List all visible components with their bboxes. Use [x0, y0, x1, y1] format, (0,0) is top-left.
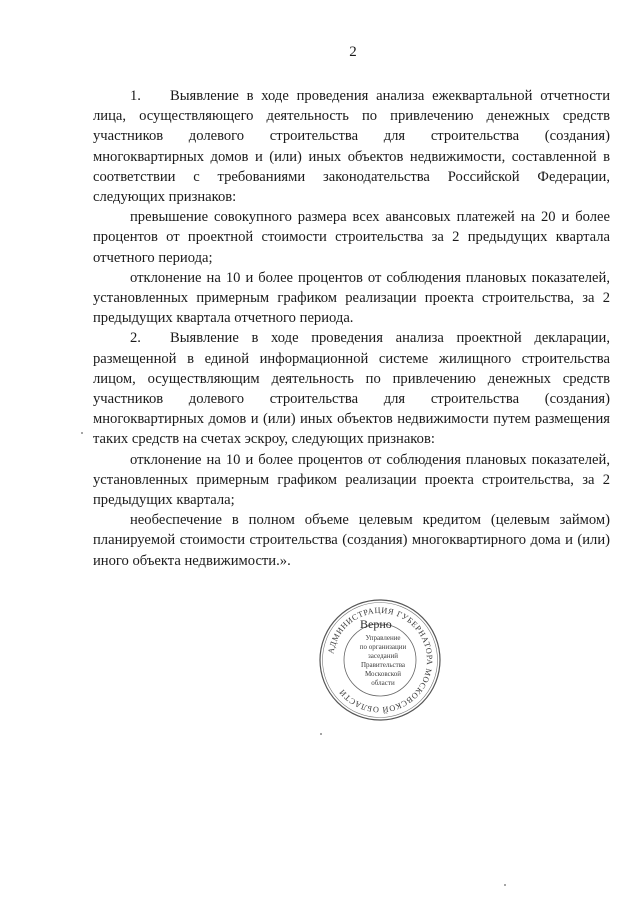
stamp-line: по организации [359, 643, 407, 651]
paragraph-2-item-1: отклонение на 10 и более процентов от соблюдения плановых показателей, установленных примерным графиком реализации проекта строительства, за 2 предыдущих квартала; [93, 451, 610, 509]
paragraph-2 [93, 328, 610, 449]
paragraph-number: 1. [130, 88, 141, 104]
stamp-line: Московской [364, 670, 402, 678]
paragraph-1-item-2: отклонение на 10 и более процентов от соблюдения плановых показателей, установленных примерным графиком реализации проекта строительства, за 2 предыдущих квартала отчетного периода. [93, 269, 610, 327]
paragraph-1 [93, 86, 610, 207]
document-body [93, 86, 610, 571]
scan-speck [320, 733, 322, 735]
verified-mark: Верно [360, 617, 392, 631]
scan-speck [81, 432, 83, 434]
stamp-line: области [371, 679, 395, 687]
paragraph-1-item-1: превышение совокупного размера всех авансовых платежей на 20 и более процентов от проектной стоимости строительства за 2 предыдущих квартала отчетного периода; [93, 209, 610, 266]
stamp-line: Управление [365, 634, 401, 642]
paragraph-2-item-2: необеспечение в полном объеме целевым кредитом (целевым займом) планируемой стоимости строительства (создания) многоквартирного дома и (или) иного объекта недвижимости.». [93, 512, 610, 569]
scan-speck [504, 884, 506, 886]
stamp-ring-text: АДМИНИСТРАЦИЯ ГУБЕРНАТОРА МОСКОВСКОЙ ОБЛАСТИ [326, 605, 435, 715]
paragraph-text: Выявление в ходе проведения анализа проектной декларации, размещенной в единой информационной системе жилищного строительства лицом, осуществляющим деятельность по привлечению денежных средств участников долевого строительства для строительства (создания) многоквартирных домов и (или) иных объектов недвижимости путем размещения таких средств на счетах эскроу, следующих признаков: [93, 330, 610, 448]
paragraph-number: 2. [130, 330, 141, 347]
stamp-line: заседаний [368, 652, 398, 660]
stamp-inner-text [356, 634, 410, 688]
page-number: 2 [349, 44, 357, 60]
paragraph-text: Выявление в ходе проведения анализа ежеквартальной отчетности лица, осуществляющего деятельность по привлечению денежных средств участников долевого строительства для строительства (создания) многоквартирных домов и (или) иных объектов недвижимости, составленной в соответствии с требованиями законодательства Российской Федерации, следующих признаков: [93, 88, 610, 206]
stamp-line: Правительства [360, 661, 406, 669]
